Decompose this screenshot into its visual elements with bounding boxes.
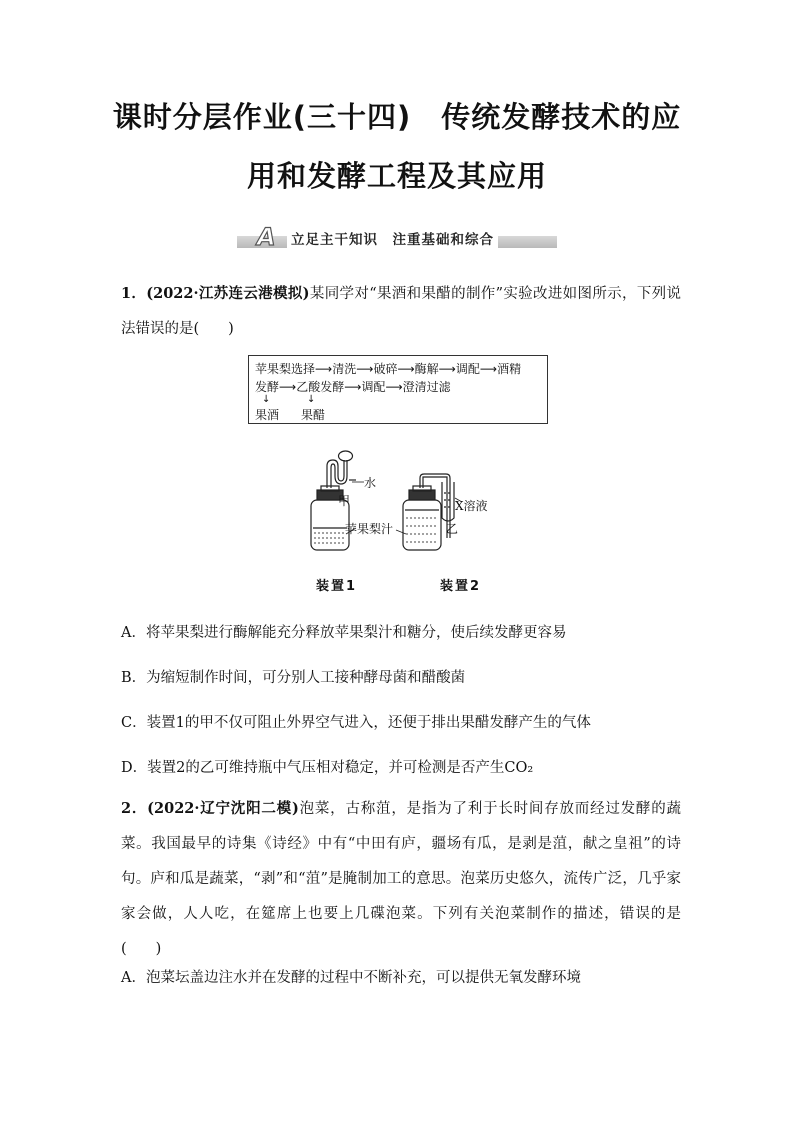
figure-caption-device-2: 装置2	[440, 579, 482, 594]
arrow-right-icon: ⟶	[315, 362, 333, 376]
label-jia: 甲	[338, 494, 351, 508]
arrow-right-icon: ⟶	[385, 380, 403, 394]
flow-product: 果醋	[301, 408, 326, 422]
water-seal-tube	[327, 451, 356, 488]
flow-step: 苹果梨选择	[255, 362, 316, 376]
flow-step: 酒精	[497, 362, 522, 376]
question-1-source: 1．(2022·江苏连云港模拟)	[121, 285, 310, 302]
flow-step: 调配	[455, 362, 480, 376]
question-2-stem	[121, 791, 681, 967]
flow-step: 调配	[361, 380, 386, 394]
flow-product: 果酒	[255, 408, 280, 422]
flow-row-3	[255, 406, 325, 423]
question-2-option-a: A．泡菜坛盖边注水并在发酵的过程中不断补充，可以提供无氧发酵环境	[121, 970, 581, 986]
question-1-option-d: D．装置2的乙可维持瓶中气压相对稳定，并可检测是否产生CO₂	[121, 760, 534, 776]
test-tube-yi	[442, 482, 454, 521]
label-x-solution: X溶液	[455, 499, 488, 513]
flow-step: 酶解	[414, 362, 439, 376]
process-flow-box	[248, 355, 548, 424]
label-apple-pear-juice: 苹果梨汁	[345, 522, 394, 536]
figure-caption-device-1: 装置1	[316, 579, 358, 594]
arrow-right-icon: ⟶	[397, 362, 415, 376]
page-title-line-2: 用和发酵工程及其应用	[246, 159, 547, 193]
question-1-stem	[121, 276, 681, 347]
flow-row-1	[255, 360, 521, 377]
question-1-option-a: A．将苹果梨进行酶解能充分释放苹果梨汁和糖分，使后续发酵更容易	[121, 625, 567, 641]
arrow-down-icon: ↓	[262, 394, 271, 405]
section-letter-badge: A	[257, 223, 276, 251]
flow-step: 发酵	[255, 380, 280, 394]
device-2-liquid	[406, 518, 438, 542]
question-1-option-c: C．装置1的甲不仅可阻止外界空气进入，还便于排出果醋发酵产生的气体	[121, 715, 591, 731]
section-banner	[237, 223, 557, 251]
question-1-option-b: B．为缩短制作时间，可分别人工接种酵母菌和醋酸菌	[121, 670, 466, 686]
question-2-text: 泡菜，古称菹，是指为了利于长时间存放而经过发酵的蔬菜。我国最早的诗集《诗经》中有“中田有庐，疆场有瓜，是剥是菹，献之皇祖”的诗句。庐和瓜是蔬菜，“剥”和“菹”是腌制加工的意思。泡菜历史悠久，流传广泛，几乎家家会做，人人吃，在筵席上也要上几碟泡菜。下列有关泡菜制作的描述，错误的是( )	[121, 801, 682, 957]
question-1-text: 某同学对“果酒和果醋的制作”实验改进如图所示，下列说法错误的是( )	[121, 286, 682, 337]
section-banner-text: 立足主干知识 注重基础和综合	[287, 228, 498, 248]
arrow-right-icon: ⟶	[279, 380, 297, 394]
flow-step: 乙酸发酵	[296, 380, 345, 394]
arrow-right-icon: ⟶	[344, 380, 362, 394]
flow-step: 澄清过滤	[402, 380, 451, 394]
question-2-source: 2．(2022·辽宁沈阳二模)	[121, 800, 299, 817]
flow-step: 破碎	[373, 362, 398, 376]
flow-row-2	[255, 378, 451, 395]
label-water: 水	[364, 476, 377, 490]
arrow-right-icon: ⟶	[438, 362, 456, 376]
page-title-line-1: 课时分层作业(三十四) 传统发酵技术的应	[112, 100, 682, 134]
arrow-right-icon: ⟶	[356, 362, 374, 376]
arrow-right-icon: ⟶	[479, 362, 498, 376]
flow-step: 清洗	[332, 362, 357, 376]
label-yi: 乙	[446, 522, 459, 536]
arrow-down-icon: ↓	[307, 394, 316, 405]
device-1-liquid	[314, 533, 346, 543]
